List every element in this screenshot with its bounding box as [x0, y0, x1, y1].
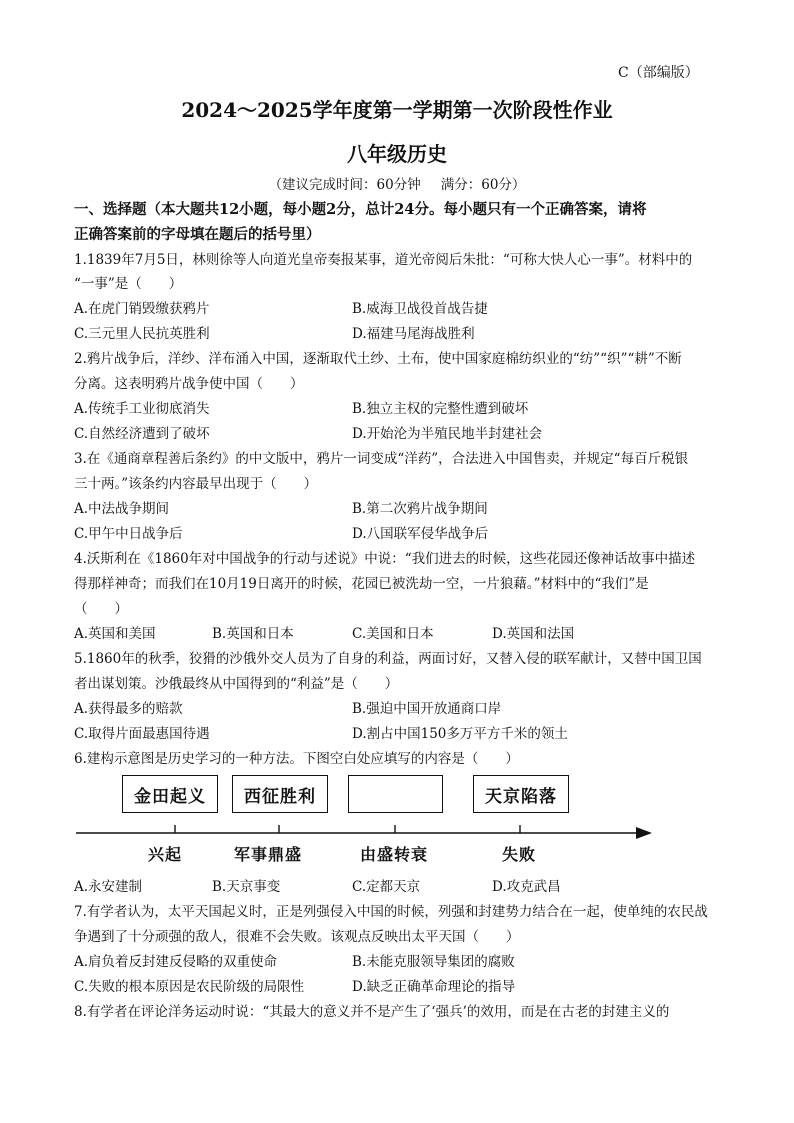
q7-stem-line-2: 争遇到了十分顽强的敌人，很难不会失败。该观点反映出太平天国（ ）	[74, 929, 520, 945]
section-heading-line-1: 一、选择题（本大题共12小题，每小题2分，总计24分。每小题只有一个正确答案，请将	[74, 201, 647, 218]
stage-label-3: 由盛转衰	[360, 845, 429, 864]
q5-option-b: B.强迫中国开放通商口岸	[352, 701, 502, 717]
edition-label: C（部编版）	[618, 65, 699, 81]
q5-stem-line-1: 5.1860年的秋季，狡猾的沙俄外交人员为了自身的利益，两面讨好，又替入侵的联军献计，又替中国卫国	[74, 651, 702, 667]
stage-label-1: 兴起	[148, 845, 183, 864]
q1-option-d: D.福建马尾海战胜利	[352, 326, 475, 342]
score-info: 满分：60分）	[440, 177, 526, 193]
q3-stem-line-1: 3.在《通商章程善后条约》的中文版中，鸦片一词变成“洋药”，合法进入中国售卖，并规定“每百斤税银	[74, 451, 689, 467]
q3-stem-line-2: 三十两。”该条约内容最早出现于（ ）	[74, 476, 318, 492]
q4-option-d: D.英国和法国	[492, 626, 575, 642]
q1-option-a: A.在虎门销毁缴获鸦片	[74, 301, 210, 317]
time-info: （建议完成时间：60分钟	[268, 177, 421, 193]
event-box-4: 天京陷落	[473, 775, 569, 813]
subject-title: 八年级历史	[347, 142, 447, 166]
q7-stem-line-1: 7.有学者认为，太平天国起义时，正是列强侵入中国的时候，列强和封建势力结合在一起，使单纯的农民战	[74, 904, 708, 920]
q3-option-a: A.中法战争期间	[74, 501, 170, 517]
q5-stem-line-2: 者出谋划策。沙俄最终从中国得到的“利益”是（ ）	[74, 676, 399, 692]
q6-stem-line-1: 6.建构示意图是历史学习的一种方法。下图空白处应填写的内容是（ ）	[74, 751, 519, 767]
q3-option-b: B.第二次鸦片战争期间	[352, 501, 488, 517]
q1-stem-line-1: 1.1839年7月5日，林则徐等人向道光皇帝奏报某事，道光帝阅后朱批：“可称大快人心一事”。材料中的	[74, 252, 693, 268]
q6-option-d: D.攻克武昌	[492, 879, 561, 895]
event-box-1: 金田起义	[122, 775, 218, 813]
taiping-timeline-diagram	[74, 770, 664, 870]
q5-option-d: D.割占中国150多万平方千米的领土	[352, 726, 568, 742]
q7-option-d: D.缺乏正确革命理论的指导	[352, 979, 516, 995]
q6-option-c: C.定都天京	[352, 879, 421, 895]
stage-label-4: 失败	[502, 845, 537, 864]
exam-title: 2024～2025学年度第一学期第一次阶段性作业	[181, 98, 613, 122]
q2-option-b: B.独立主权的完整性遭到破坏	[352, 401, 529, 417]
q1-option-b: B.威海卫战役首战告捷	[352, 301, 488, 317]
q6-option-a: A.永安建制	[74, 879, 143, 895]
q6-option-b: B.天京事变	[212, 879, 281, 895]
q4-stem-line-3: （ ）	[74, 601, 128, 617]
timeline-arrow-icon	[636, 827, 652, 839]
q1-stem-line-2: “一事”是（ ）	[74, 276, 183, 292]
q2-stem-line-1: 2.鸦片战争后，洋纱、洋布涌入中国，逐渐取代土纱、土布，使中国家庭棉纺织业的“纺”“织”“耕”不断	[74, 351, 682, 367]
section-heading-line-2: 正确答案前的字母填在题后的括号里）	[74, 226, 321, 243]
q7-option-b: B.未能克服领导集团的腐败	[352, 954, 515, 970]
q4-option-c: C.美国和日本	[352, 626, 434, 642]
q5-option-c: C.取得片面最惠国待遇	[74, 726, 210, 742]
q2-option-c: C.自然经济遭到了破坏	[74, 426, 210, 442]
q2-option-a: A.传统手工业彻底消失	[74, 401, 210, 417]
q5-option-a: A.获得最多的赔款	[74, 701, 183, 717]
stage-label-2: 军事鼎盛	[234, 845, 303, 864]
exam-info	[0, 173, 794, 193]
q3-option-d: D.八国联军侵华战争后	[352, 526, 489, 542]
q2-stem-line-2: 分离。这表明鸦片战争使中国（ ）	[74, 376, 304, 392]
q7-option-a: A.肩负着反封建反侵略的双重使命	[74, 954, 278, 970]
q4-option-a: A.英国和美国	[74, 626, 156, 642]
q4-stem-line-2: 得那样神奇；而我们在10月19日离开的时候，花园已被洗劫一空，一片狼藉。”材料中的“我们”是	[74, 576, 649, 592]
q8-stem-line-1: 8.有学者在评论洋务运动时说：“其最大的意义并不是产生了‘强兵’的效用，而是在古老的封建主义的	[74, 1004, 670, 1020]
q3-option-c: C.甲午中日战争后	[74, 526, 183, 542]
q4-stem-line-1: 4.沃斯利在《1860年对中国战争的行动与述说》中说：“我们进去的时候，这些花园还像神话故事中描述	[74, 551, 696, 567]
event-box-2: 西征胜利	[232, 775, 328, 813]
q1-option-c: C.三元里人民抗英胜利	[74, 326, 210, 342]
q7-option-c: C.失败的根本原因是农民阶级的局限性	[74, 979, 305, 995]
q2-option-d: D.开始沦为半殖民地半封建社会	[352, 426, 543, 442]
q4-option-b: B.英国和日本	[212, 626, 294, 642]
event-box-blank	[348, 775, 443, 813]
